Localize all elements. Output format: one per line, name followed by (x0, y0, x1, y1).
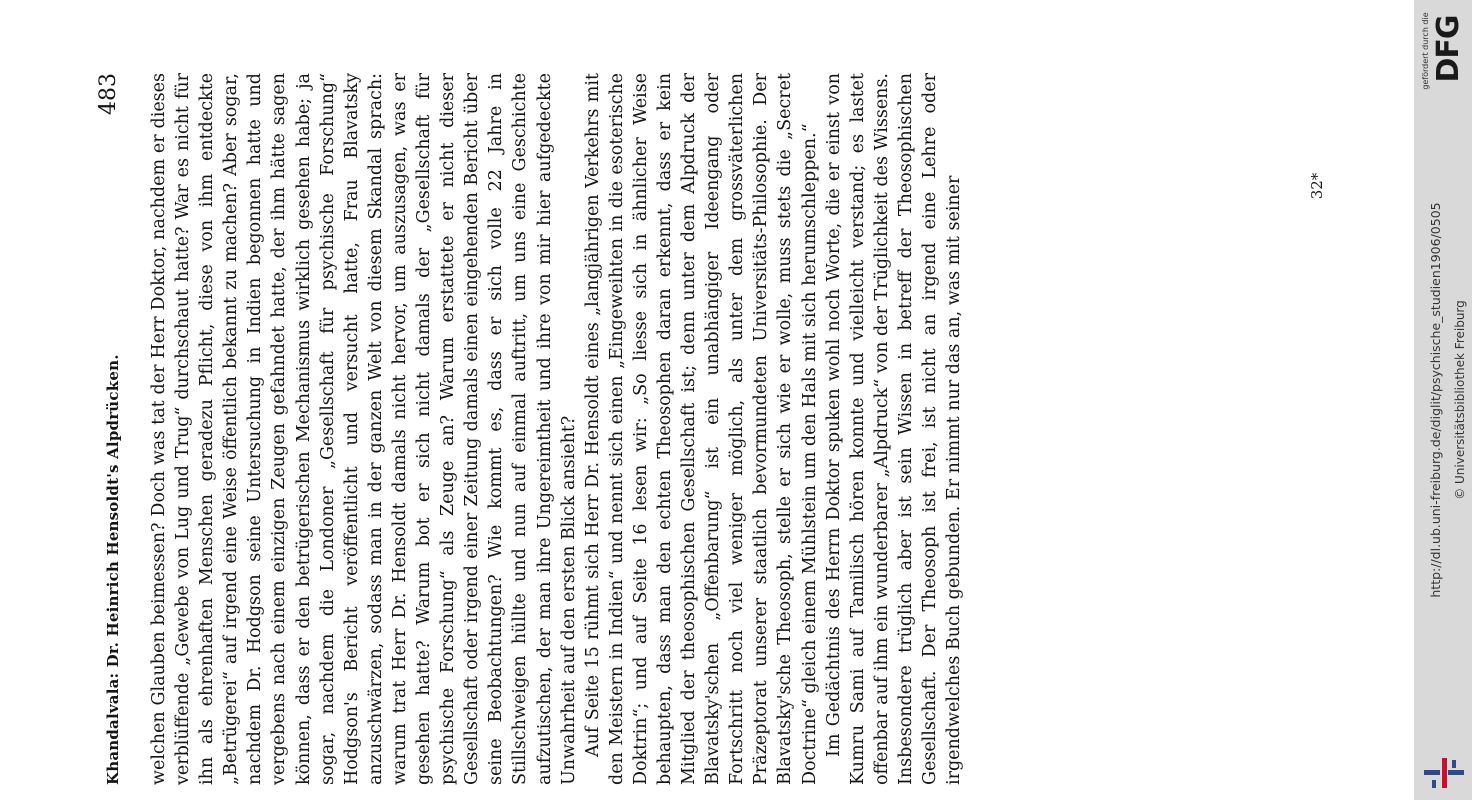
page-header (92, 73, 132, 785)
page-number: 483 (96, 73, 121, 115)
running-head: Khandalvala: Dr. Heinrich Hensoldt's Alpdrücken. (104, 354, 122, 785)
signature-mark: 32* (1308, 172, 1326, 200)
paragraph-1: welchen Glauben beimessen? Doch was tat der Herr Doktor, nachdem er dieses verblüffende „Gewebe von Lug und Trug“ durchschaut hatte? War es nicht für ihn als ehrenhaften Menschen geradezu Pflicht, diese von ihm entdeckte „Betrügerei“ auf irgend eine Weise öffentlich bekannt zu machen? Aber sogar, nachdem Dr. Hodgson seine Untersuchung in Indien begonnen hatte und vergebens nach einem einzigen Zeugen gefahndet hatte, der ihm hätte sagen können, dass er den betrügerischen Mechanismus wirklich gesehen habe; ja sogar, nachdem die Londoner „Gesellschaft für psychische Forschung“ Hodgson's Bericht veröffentlicht und versucht hatte, Frau Blavatsky anzuschwärzen, sodass man in der ganzen Welt von diesem Skandal sprach: warum trat Herr Dr. Hensoldt damals nicht hervor, um auszusagen, was er gesehen hatte? Warum bot er sich nicht damals der „Gesellschaft für psychische Forschung“ als Zeuge an? Warum erstattete er nicht dieser Gesellschaft oder irgend einer Zeitung damals einen eingehenden Bericht über seine Beobachtungen? Wie kommt es, dass er sich volle 22 Jahre in Stillschweigen hüllte und nun auf einmal auftritt, um uns eine Geschichte aufzutischen, der man ihre Ungereimtheit und ihre von mir hier aufgedeckte Unwahrheit auf den ersten Blick ansieht? (149, 73, 579, 785)
dfg-logo (1419, 6, 1467, 98)
permalink-url[interactable]: http://dl.ub.uni-freiburg.de/diglit/psychische_studien1906/0505 (1428, 202, 1443, 598)
body-text (147, 73, 966, 785)
paragraph-2: Auf Seite 15 rühmt sich Herr Dr. Hensoldt eines „langjährigen Verkehrs mit den Meistern in Indien“ und nennt sich einen „Eingeweihten in die esoterische Doktrin“; und auf Seite 16 lesen wir: „So liesse sich in ähnlicher Weise behaupten, dass man den echten Theosophen daran erkennt, dass er kein Mitglied der theosophischen Gesellschaft ist; denn unter dem Alpdruck der Blavatsky'schen „Offenbarung“ ist ein unabhängiger Ideengang oder Fortschritt noch viel weniger möglich, als unter dem grossväterlichen Präzeptorat unserer staatlich bevormundeten Universitäts-Philosophie. Der Blavatsky'sche Theosoph, stelle er sich wie er wolle, muss stets die „Secret Doctrine“ gleich einem Mühlstein um den Hals mit sich herumschleppen.“ (582, 73, 820, 785)
ub-freiburg-logo-icon (1424, 756, 1464, 790)
funder-logo-text: DFG (1431, 15, 1466, 83)
copyright-notice: © Universitätsbibliothek Freiburg (1453, 300, 1467, 500)
rotated-page-content (92, 73, 1332, 785)
paragraph-3: Im Gedächtnis des Herrn Doktor spuken wohl noch Worte, die er einst von Kumru Sami auf Tamilisch hören konnte und vielleicht verstand; es lastet offenbar auf ihm ein wunderbarer „Alpdruck“ von der Trüglichkeit des Wissens. Insbesondere trüglich aber ist sein Wissen in betreff der Theosophischen Gesellschaft. Der Theosoph ist frei, ist nicht an irgend eine Lehre oder irgendwelches Buch gebunden. Er nimmt nur das an, was mit seiner (823, 73, 965, 785)
funding-text: gefördert durch die (1421, 12, 1430, 90)
